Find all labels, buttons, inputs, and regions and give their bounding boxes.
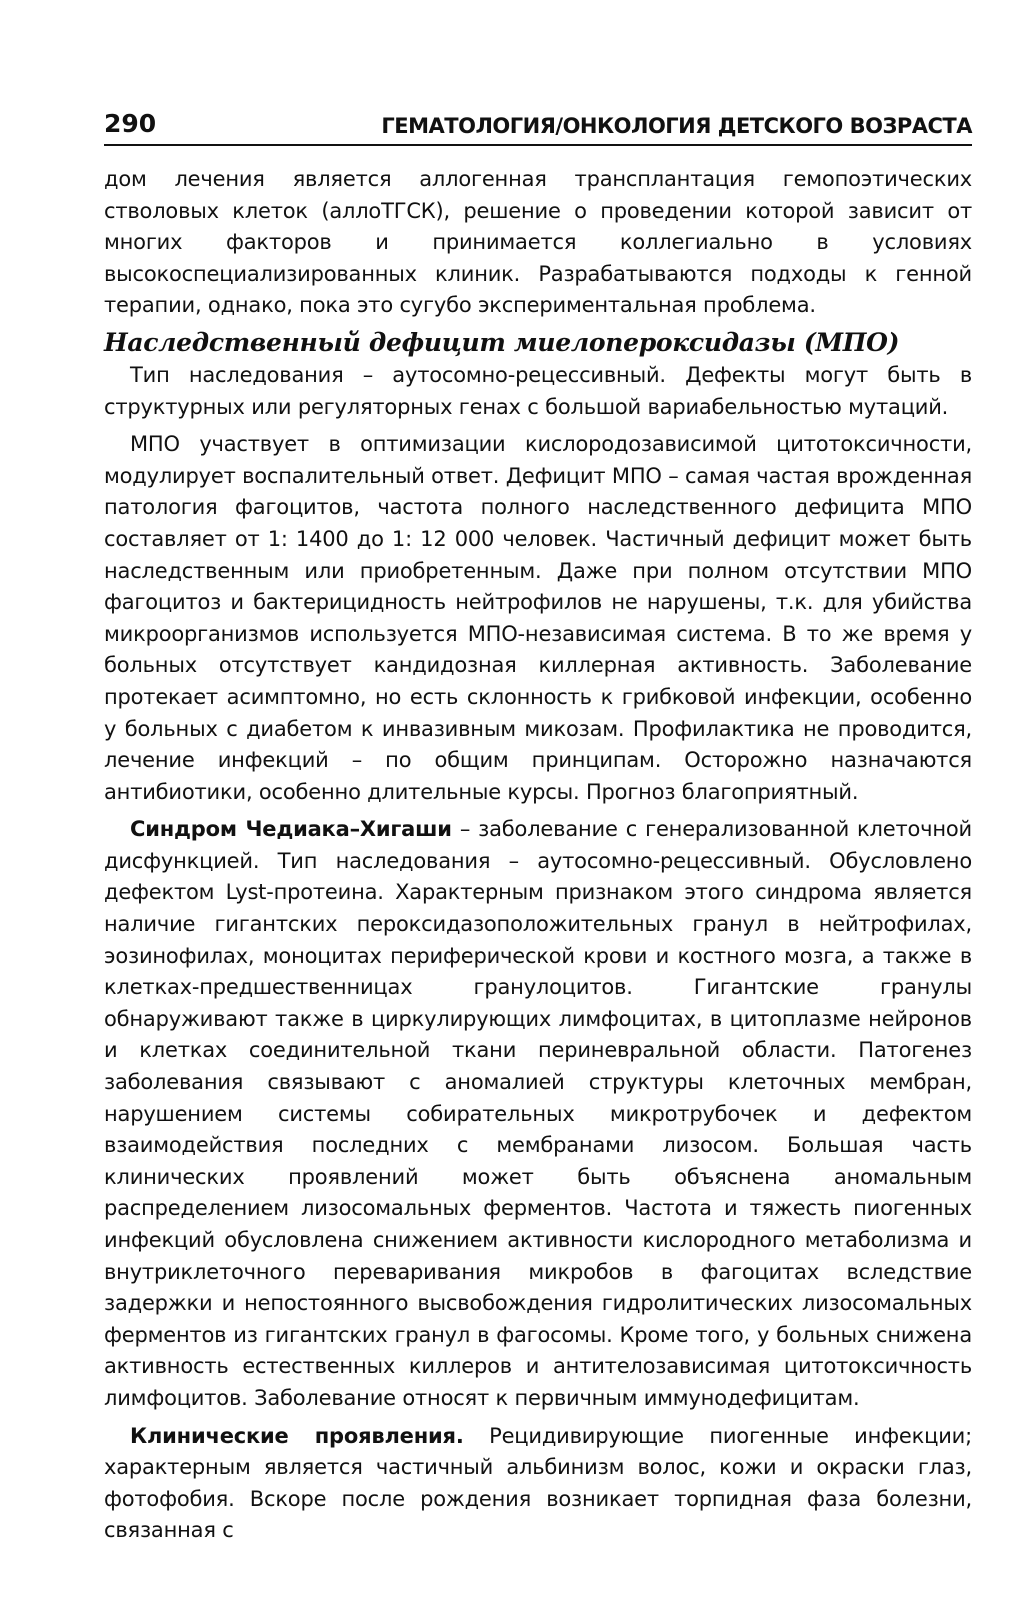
paragraph-mpo-inheritance: Тип наследования – аутосомно-рецессивный. Дефекты могут быть в структурных или регуляторных генах с большой вариабельностью мутаций. <box>104 362 972 419</box>
paragraph-clinical-manifestations <box>104 1421 972 1547</box>
book-page <box>104 104 972 1547</box>
paragraph-mpo-function: МПО участвует в оптимизации кислородозависимой цитотоксичности, модулирует воспалительный ответ. Дефицит МПО – самая частая врожденная патология фагоцитов, частота полного наследственного дефицита МПО составляет от 1: 1400 до 1: 12 000 человек. Частичный дефицит может быть наследственным или приобретенным. Даже при полном отсутствии МПО фагоцитоз и бактерицидность нейтрофилов не нарушены, т.к. для убийства микроорганизмов используется МПО-независимая система. В то же время у больных отсутствует кандидозная киллерная активность. Заболевание протекает асимптомно, но есть склонность к грибковой инфекции, особенно у больных с диабетом к инвазивным микозам. Профилактика не проводится, лечение инфекций – по общим принципам. Осторожно назначаются антибиотики, особенно длительные курсы. Прогноз благоприятный. <box>104 432 972 804</box>
page-header <box>104 104 972 146</box>
subheading-mpo-deficiency: Наследственный дефицит миелопероксидазы (МПО) <box>104 327 900 357</box>
chediak-higashi-text: – заболевание с генерализованной клеточной дисфункцией. Тип наследования – аутосомно-рецессивный. Обусловлено дефектом Lyst-протеина. Характерным признаком этого синдрома является наличие гигантских пероксидазоположительных гранул в нейтрофилах, эозинофилах, моноцитах периферической крови и костного мозга, а также в клетках-предшественницах гранулоцитов. Гигантские гранулы обнаруживают также в циркулирующих лимфоцитах, в цитоплазме нейронов и клетках соединительной ткани периневральной области. Патогенез заболевания связывают с аномалией структуры клеточных мембран, нарушением системы собирательных микротрубочек и дефектом взаимодействия последних с мембранами лизосом. Большая часть клинических проявлений может быть объяснена аномальным распределением лизосомальных ферментов. Частота и тяжесть пиогенных инфекций обусловлена снижением активности кислородного метаболизма и внутриклеточного переваривания микробов в фагоцитах вследствие задержки и непостоянного высвобождения гидролитических лизосомальных ферментов из гигантских гранул в фагосомы. Кроме того, у больных снижена активность естественных киллеров и антителозависимая цитотоксичность лимфоцитов. Заболевание относят к первичным иммунодефицитам. <box>104 817 973 1410</box>
page-number: 290 <box>104 109 157 138</box>
term-chediak-higashi: Синдром Чедиака–Хигаши <box>130 817 452 842</box>
page-body <box>104 164 972 1547</box>
running-title: ГЕМАТОЛОГИЯ/ОНКОЛОГИЯ ДЕТСКОГО ВОЗРАСТА <box>381 114 972 138</box>
term-clinical-manifestations: Клинические проявления. <box>130 1423 464 1448</box>
paragraph-intro: дом лечения является аллогенная трансплантация гемопоэтических стволовых клеток (аллоТГСК), решение о проведении которой зависит от многих факторов и принимается коллегиально в условиях высокоспециализированных клиник. Разрабатываются подходы к генной терапии, однако, пока это сугубо экспериментальная проблема. <box>104 167 972 318</box>
clinical-manifestations-text: Рецидивирующие пиогенные инфекции; характерным является частичный альбинизм волос, кожи и окраски глаз, фотофобия. Вскоре после рождения возникает торпидная фаза болезни, связанная с <box>104 1423 972 1543</box>
paragraph-chediak-higashi <box>104 814 972 1414</box>
